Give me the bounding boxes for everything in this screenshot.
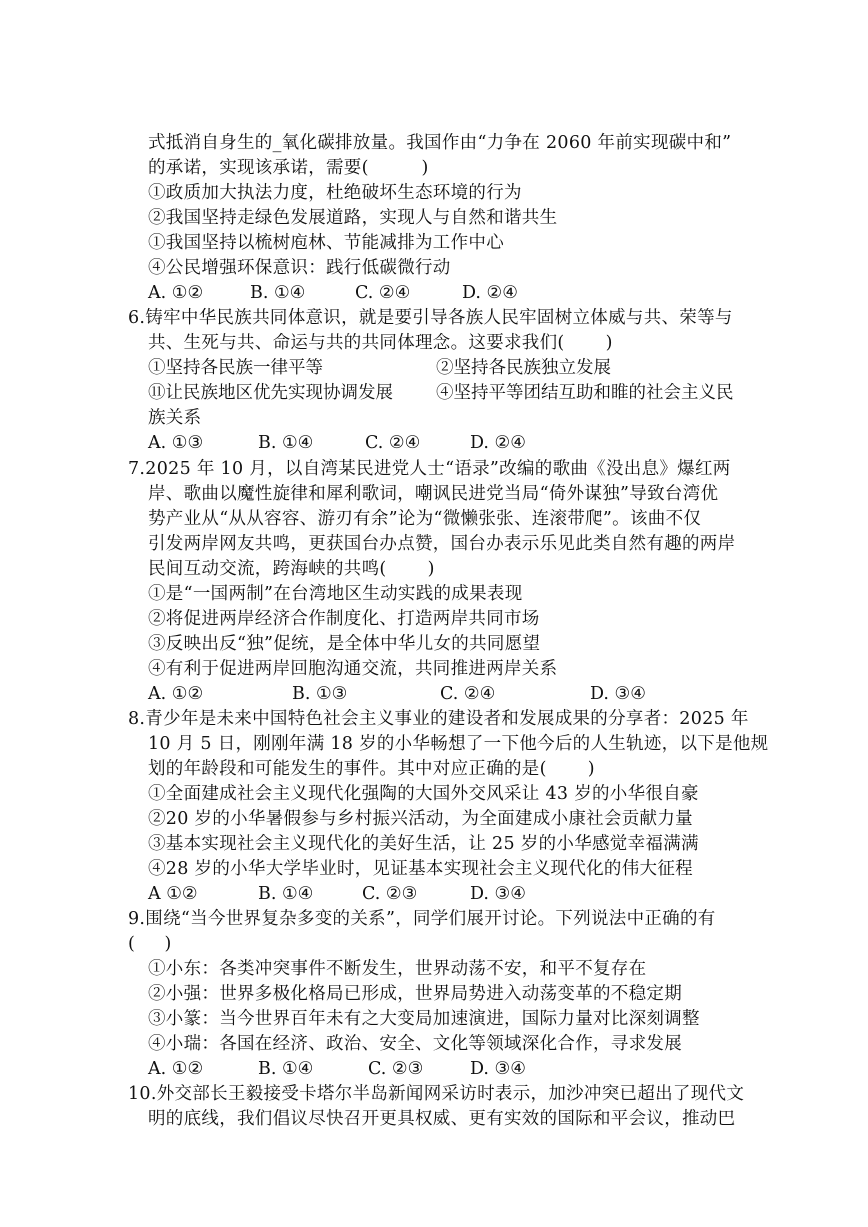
q10-stem-line-1: 10.外交部长王毅接受卡塔尔半岛新闻网采访时表示，加沙冲突已超出了现代文	[128, 1084, 745, 1104]
q9-choice-b: B. ①④	[258, 1059, 314, 1079]
q6-choice-b: B. ①④	[258, 433, 314, 453]
q5-choice-a: A. ①②	[148, 283, 204, 303]
q8-choice-d: D. ③④	[470, 884, 526, 904]
q6-choice-c: C. ②④	[365, 433, 421, 453]
q9-choice-c: C. ②③	[368, 1059, 424, 1079]
q7-stem-line-5: 民间互动交流，跨海峡的共鸣( )	[148, 559, 435, 579]
q8-choice-b: B. ①④	[258, 884, 314, 904]
q8-stem-line-1: 8.青少年是未来中国特色社会主义事业的建设者和发展成果的分享者：2025 年	[128, 709, 749, 729]
q6-item-4: ④坚持平等团结互助和睢的社会主义民	[436, 383, 734, 403]
q6-item-2: ②坚持各民族独立发展	[436, 358, 611, 378]
q10-stem-line-2: 明的底线，我们倡议尽快召开更具权威、更有实效的国际和平会议，推动巴	[148, 1109, 736, 1129]
q7-item-2: ②将促进两岸经济合作制度化、打造两岸共同市场	[148, 609, 540, 629]
q8-item-4: ④28 岁的小华大学毕业时，见证基本实现社会主义现代化的伟大征程	[148, 859, 693, 879]
q7-item-1: ①是“一国两制”在台湾地区生动实践的成果表现	[148, 584, 523, 604]
q5-item-1: ①政质加大执法力度，杜绝破坏生态环境的行为	[148, 183, 522, 203]
q9-item-2: ②小强：世界多极化格局已形成，世界局势进入动荡变革的不稳定期	[148, 984, 682, 1004]
q6-item-4-cont: 族关系	[148, 408, 202, 428]
q6-choice-a: A. ①③	[148, 433, 204, 453]
q9-stem-line-1: 9.围绕“当今世界复杂多变的关系”，同学们展开讨论。下列说法中正确的有	[128, 909, 716, 929]
q7-item-4: ④有利于促进两岸回胞沟通交流，共同推进两岸关系	[148, 659, 558, 679]
q8-choice-a: A ①②	[148, 884, 198, 904]
q7-stem-line-3: 势产业从“从从容容、游刃有余”论为“微懒张张、连滚带爬”。该曲不仅	[148, 509, 702, 529]
q5-item-2: ②我国坚持走绿色发展道路，实现人与自然和谐共生	[148, 208, 558, 228]
q9-item-3: ③小篆：当今世界百年未有之大变局加速演进，国际力量对比深刻调整	[148, 1009, 700, 1029]
q7-choice-d: D. ③④	[590, 684, 646, 704]
q5-choice-c: C. ②④	[355, 283, 411, 303]
q6-stem-line-1: 6.铸牢中华民族共同体意识，就是要引导各族人民牢固树立体威与共、荣等与	[128, 308, 733, 328]
q8-item-3: ③基本实现社会主义现代化的美好生活，让 25 岁的小华感觉幸福满满	[148, 834, 699, 854]
q9-item-4: ④小瑞：各国在经济、政治、安全、文化等领域深化合作，寻求发展	[148, 1034, 682, 1054]
q5-choice-b: B. ①④	[250, 283, 306, 303]
q7-stem-line-4: 引发两岸网友共鸣，更获国台办点赞，国台办表示乐见此类自然有趣的两岸	[148, 534, 736, 554]
q8-stem-line-2: 10 月 5 日，刚刚年满 18 岁的小华畅想了一下他今后的人生轨迹，以下是他规	[148, 734, 769, 754]
q8-choice-c: C. ②③	[362, 884, 418, 904]
q9-item-1: ①小东：各类冲突事件不断发生，世界动荡不安，和平不复存在	[148, 959, 647, 979]
q8-item-2: ②20 岁的小华暑假参与乡村振兴活动，为全面建成小康社会贡献力量	[148, 809, 693, 829]
q9-choice-d: D. ③④	[470, 1059, 526, 1079]
q6-stem-line-2: 共、生死与共、命运与共的共同体理念。这要求我们( )	[148, 333, 613, 353]
q5-stem-line-1: 式抵消自身生的_氧化碳排放量。我国作由“力争在 2060 年前实现碳中和”	[148, 133, 732, 153]
q8-item-1: ①全面建成社会主义现代化强陶的大国外交风采让 43 岁的小华很自豪	[148, 784, 699, 804]
q7-stem-line-1: 7.2025 年 10 月，以自湾某民进党人士“语录”改编的歌曲《没出息》爆红两	[128, 459, 731, 479]
q7-choice-a: A. ①②	[148, 684, 204, 704]
q9-stem-line-2: ( )	[128, 934, 172, 954]
q6-item-1: ①坚持各民族一律平等	[148, 358, 323, 378]
q5-stem-line-2: 的承诺，实现该承诺，需要( )	[148, 158, 429, 178]
q5-choice-d: D. ②④	[462, 283, 518, 303]
q5-item-3: ①我国坚持以梳树庖林、节能减排为工作中心	[148, 233, 504, 253]
q7-choice-b: B. ①③	[292, 684, 348, 704]
q8-stem-line-3: 划的年龄段和可能发生的事件。其中对应正确的是( )	[148, 759, 595, 779]
q9-choice-a: A. ①②	[148, 1059, 204, 1079]
q5-item-4: ④公民增强环保意识：践行低碳微行动	[148, 258, 451, 278]
q7-choice-c: C. ②④	[440, 684, 496, 704]
q7-stem-line-2: 岸、歌曲以魔性旋律和犀利歌词，嘲讽民进党当局“倚外谋独”导致台湾优	[148, 484, 719, 504]
q6-choice-d: D. ②④	[470, 433, 526, 453]
q7-item-3: ③反映出反“独”促统，是全体中华儿女的共同愿望	[148, 634, 541, 654]
q6-item-3: ⑪让民族地区优先实现协调发展	[148, 383, 393, 403]
